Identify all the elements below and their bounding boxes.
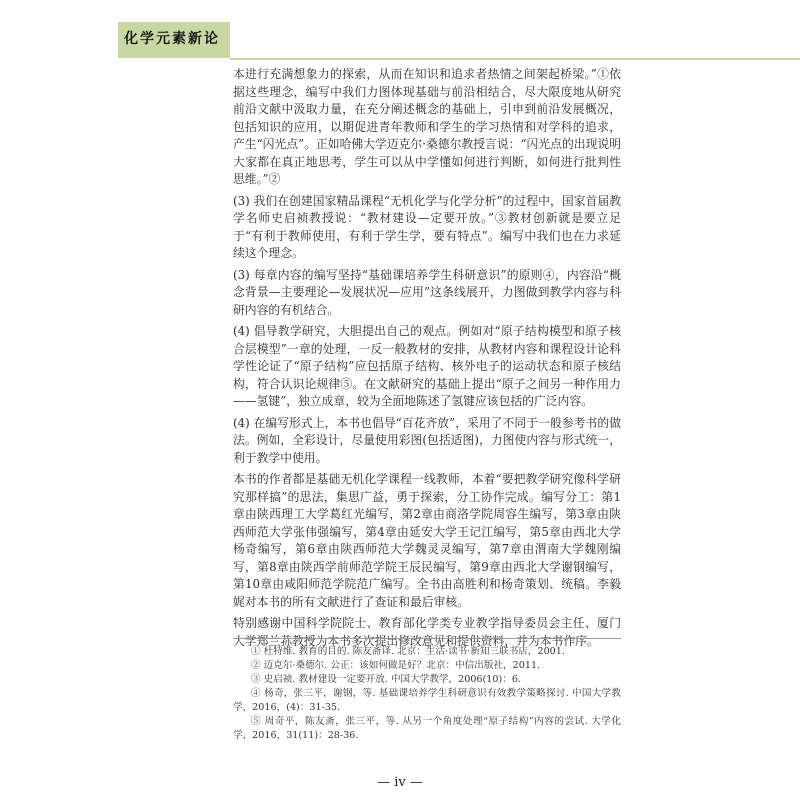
footnote-3: ③ 史启祯. 教材建设一定要开放. 中国大学教学，2006(10)：6. — [251, 674, 521, 685]
page-number: — iv — — [377, 775, 423, 790]
footnote-2: ② 迈克尔·桑德尔. 公正：该如何做是好？北京：中信出版社，2011. — [251, 660, 541, 671]
footnote-5: ⑤ 周奇平，陈友斋，张三平，等. 从另一个角度处理“原子结构”内容的尝试. 大学化学，2016，31(11)：28-36. — [233, 716, 621, 741]
header-rule — [230, 58, 800, 60]
footnote-1: ① 杜特维. 教育的目的. 陈友斋译. 北京：生活·读书·新知三联书店，2001. — [251, 646, 565, 657]
left-margin-band — [0, 0, 118, 800]
paragraph-2: (3) 我们在创建国家精品课程“无机化学与化学分析”的过程中，国家首届教学名师史启祯教授说：“教材建设—定要开放。”③教材创新就是要立足于“有利于教师使用，有利于学生学，要有特点”。编写中我们也在力求延续这个理念。 — [233, 193, 621, 260]
paragraph-5: (4) 在编写形式上，本书也倡导“百花齐放”，采用了不同于一般参考书的做法。例如，全彩设计，尽量使用彩图(包括适图)，力图使内容与形式统一，利于教学中使用。 — [233, 415, 621, 465]
paragraph-3: (3) 每章内容的编写坚持“基础课培养学生科研意识”的原则④，内容沿“概念背景—主要理论—发展状况—应用”这条线展开，力图做到教学内容与科研内容的有机结合。 — [233, 267, 621, 317]
running-header-title: 化学元素新论 — [124, 31, 220, 47]
main-body — [233, 66, 621, 650]
footnotes — [233, 638, 621, 743]
paragraph-7: 特别感谢中国科学院院士、教育部化学类专业教学指导委员会主任、厦门大学郑兰荪教授为本书多次提出修改意见和提供资料，并为本书作序。 — [233, 616, 621, 648]
paragraph-6: 本书的作者都是基础无机化学课程一线教师，本着“要把教学研究像科学研究那样搞”的思法，集思广益，勇于探索，分工协作完成。编写分工：第1章由陕西理工大学葛红光编写，第2章由商洛学院周容生编写，第3章由陕西师范大学张伟强编写，第4章由延安大学王记江编写，第5章由西北大学杨奇编写，第6章由陕西师范大学魏灵灵编写，第7章由渭南大学魏刚编写，第8章由陕西学前师范学院王辰民编写，第9章由西北大学谢钢编写，第10章由咸阳师范学院范广编写。全书由高胜利和杨奇策划、统稿。李毅娓对本书的所有文献进行了查证和最后审核。 — [233, 472, 621, 609]
footnote-4: ④ 杨奇，张三平，谢钢，等. 基础课培养学生科研意识有效教学策略探讨. 中国大学教学，2016，(4)：31-35. — [233, 688, 621, 713]
paragraph-4: (4) 倡导教学研究，大胆提出自己的观点。例如对“原子结构模型和原子核合层模型”一章的处理，一反一般教材的安排，从教材内容和课程设计论科学性论证了“原子结构”应包括原子结构、核外电子的运动状态和原子核结构，符合认识论规律⑤。在文献研究的基础上提出“原子之间另一种作用力——氢键”，独立成章，较为全面地陈述了氢键应该包括的广泛内容。 — [233, 324, 621, 408]
paragraph-1: 本进行充满想象力的探索，从而在知识和追求者热情之间架起桥梁。”①依据这些理念，编写中我们力图体现基础与前沿相结合，尽大限度地从研究前沿文献中汲取力量，在充分阐述概念的基础上，引申到前沿发展概况，包括知识的应用，以期促进青年教师和学生的学习热情和对学科的追求，产生“闪光点”。正如哈佛大学迈克尔·桑德尔教授言说：“闪光点的出现说明大家都在真正地思考，学生可以从中学懂如何进行判断，如何进行批判性思维。”② — [233, 67, 621, 186]
